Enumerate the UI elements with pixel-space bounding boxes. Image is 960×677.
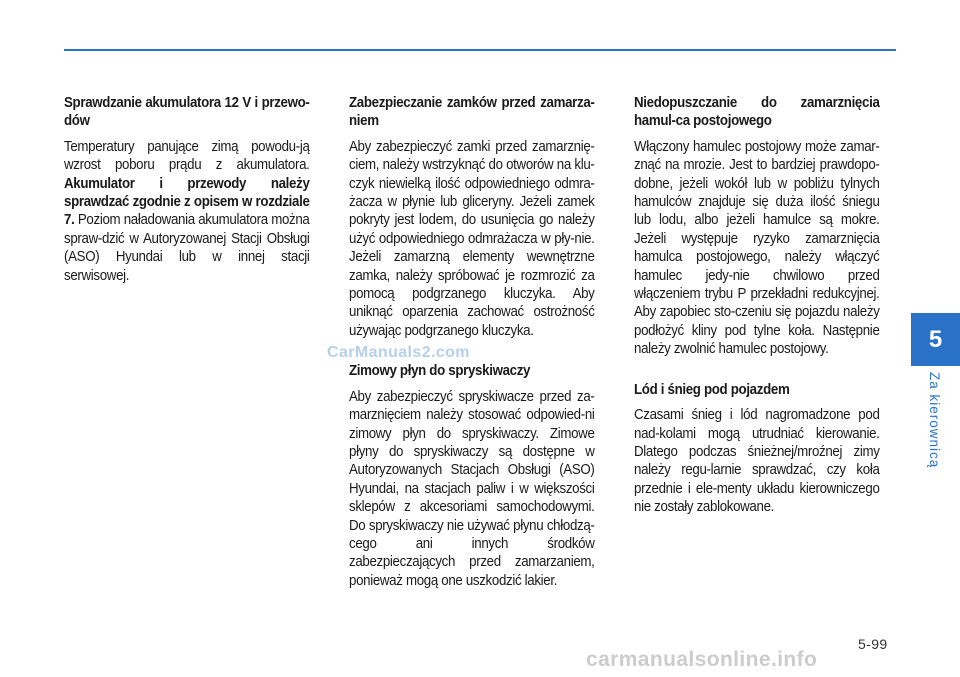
locks-heading: Zabezpieczanie zamków przed zamarza-niem bbox=[349, 95, 595, 130]
column-1 bbox=[64, 94, 310, 302]
parking-brake-paragraph: Włączony hamulec postojowy może zamar-znąć na mrozie. Jest to bardziej prawdopo-dobne, jeżeli wokół lub w pobliżu tylnych hamulców znajduje się duża ilość śniegu lub lodu, albo jeżeli hamulce są mokre. Jeżeli występuje ryzyko zamarznięcia hamulca postojowego, należy włączyć hamulec jedy-nie chwilowo przed włączeniem trybu P przekładni redukcyjnej. Aby zapobiec sto-czeniu się pojazdu należy podłożyć kliny pod tylne koła. Następnie należy zwolnić hamulec postojowy. bbox=[634, 138, 880, 358]
page-number: 5-99 bbox=[858, 636, 888, 652]
battery-bold-sentence: Akumulator i przewody należy sprawdzać zgodnie z opisem w rozdziale 7. bbox=[64, 175, 310, 229]
ice-snow-paragraph: Czasami śnieg i lód nagromadzone pod nad-kolami mogą utrudniać kierowanie. Dlatego podczas śnieżnej/mroźnej zimy należy regu-larnie sprawdzać, czy koła przednie i ele-menty układu kierowniczego nie zostały zablokowane. bbox=[634, 407, 880, 516]
header-rule bbox=[64, 49, 896, 51]
battery-intro: Temperatury panujące zimą powodu-ją wzrost poboru prądu z akumulatora. bbox=[64, 138, 310, 174]
battery-text: Poziom naładowania akumulatora można spraw-dzić w Autoryzowanej Stacji Obsługi (ASO) Hyundai lub w innej stacji serwisowej. bbox=[64, 212, 310, 284]
washer-fluid-heading: Zimowy płyn do spryskiwaczy bbox=[349, 363, 531, 380]
watermark-bottom: carmanualsonline.info bbox=[586, 648, 818, 671]
battery-paragraph bbox=[64, 138, 310, 285]
washer-fluid-paragraph: Aby zabezpieczyć spryskiwacze przed za-marznięciem należy stosować odpowied-ni zimowy płyn do spryskiwaczy. Zimowe płyny do spryskiwaczy są dostępne w Autoryzowanych Stacjach Obsługi (ASO) Hyundai, na stacjach paliw i w większości sklepów z akcesoriami samochodowymi. Do spryskiwaczy nie używać płynu chłodzą-cego ani innych środków zabezpieczających przed zamarzaniem, ponieważ mogą one uszkodzić lakier. bbox=[349, 388, 595, 589]
chapter-tab[interactable]: 5 bbox=[911, 313, 960, 366]
parking-brake-heading: Niedopuszczanie do zamarznięcia hamul-ca postojowego bbox=[634, 95, 880, 130]
battery-heading: Sprawdzanie akumulatora 12 V i przewo-dów bbox=[64, 95, 310, 130]
chapter-label: Za kierownicą bbox=[927, 372, 942, 469]
locks-paragraph: Aby zabezpieczyć zamki przed zamarznię-ciem, należy wstrzyknąć do otworów na klu-czyk niewielką ilość odpowiedniego odmra-żacza w płynie lub gliceryny. Jeżeli zamek pokryty jest lodem, do usunięcia go należy użyć odpowiedniego odmrażacza w pły-nie. Jeżeli zamarzną elementy wewnętrzne zamka, należy spróbować je rozmrozić za pomocą podgrzanego kluczyka. Aby uniknąć oparzenia zachować ostrożność używając podgrzanego kluczyka. bbox=[349, 138, 595, 339]
watermark-top: CarManuals2.com bbox=[327, 344, 470, 361]
column-3 bbox=[634, 94, 880, 534]
ice-snow-heading: Lód i śnieg pod pojazdem bbox=[634, 381, 790, 398]
